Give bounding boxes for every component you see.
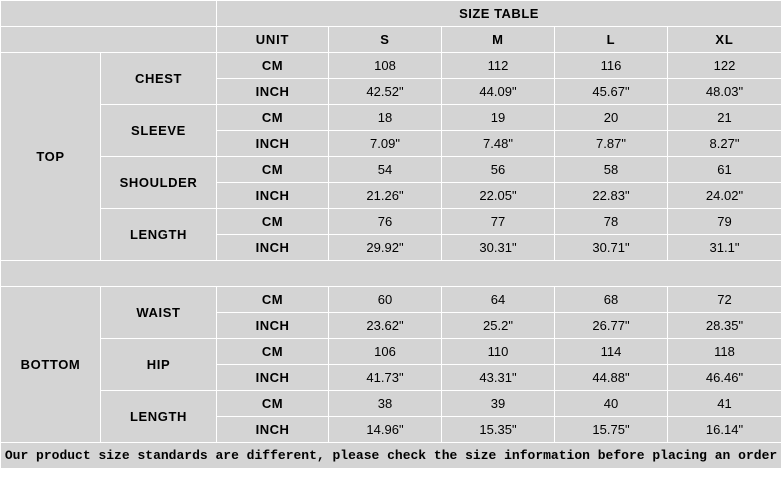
unit-cm: CM bbox=[217, 105, 329, 131]
cell-value: 39 bbox=[442, 391, 555, 417]
cell-value: 76 bbox=[329, 209, 442, 235]
measurement-label-length-bottom: LENGTH bbox=[101, 391, 217, 443]
cell-value: 14.96" bbox=[329, 417, 442, 443]
header-row bbox=[1, 27, 781, 53]
measurement-label-waist: WAIST bbox=[101, 287, 217, 339]
footer-note: Our product size standards are different, please check the size information before placing an order bbox=[1, 443, 781, 469]
cell-value: 26.77" bbox=[555, 313, 668, 339]
cell-value: 25.2" bbox=[442, 313, 555, 339]
cell-value: 116 bbox=[555, 53, 668, 79]
cell-value: 44.09" bbox=[442, 79, 555, 105]
cell-value: 21 bbox=[668, 105, 781, 131]
measurement-label-shoulder: SHOULDER bbox=[101, 157, 217, 209]
cell-value: 106 bbox=[329, 339, 442, 365]
table-row bbox=[1, 339, 781, 365]
header-size-xl: XL bbox=[668, 27, 781, 53]
header-size-l: L bbox=[555, 27, 668, 53]
table-row bbox=[1, 53, 781, 79]
measurement-label-sleeve: SLEEVE bbox=[101, 105, 217, 157]
cell-value: 31.1" bbox=[668, 235, 781, 261]
cell-value: 61 bbox=[668, 157, 781, 183]
header-size-s: S bbox=[329, 27, 442, 53]
cell-value: 110 bbox=[442, 339, 555, 365]
measurement-label-chest: CHEST bbox=[101, 53, 217, 105]
cell-value: 60 bbox=[329, 287, 442, 313]
header-left-blank bbox=[1, 27, 217, 53]
cell-value: 46.46" bbox=[668, 365, 781, 391]
cell-value: 24.02" bbox=[668, 183, 781, 209]
unit-cm: CM bbox=[217, 287, 329, 313]
unit-inch: INCH bbox=[217, 313, 329, 339]
table-row bbox=[1, 105, 781, 131]
unit-inch: INCH bbox=[217, 365, 329, 391]
unit-cm: CM bbox=[217, 53, 329, 79]
table-row bbox=[1, 209, 781, 235]
group-label-bottom: BOTTOM bbox=[1, 287, 101, 443]
cell-value: 68 bbox=[555, 287, 668, 313]
cell-value: 22.83" bbox=[555, 183, 668, 209]
cell-value: 28.35" bbox=[668, 313, 781, 339]
unit-inch: INCH bbox=[217, 235, 329, 261]
measurement-label-hip: HIP bbox=[101, 339, 217, 391]
cell-value: 22.05" bbox=[442, 183, 555, 209]
cell-value: 78 bbox=[555, 209, 668, 235]
cell-value: 112 bbox=[442, 53, 555, 79]
cell-value: 72 bbox=[668, 287, 781, 313]
group-label-top: TOP bbox=[1, 53, 101, 261]
cell-value: 30.31" bbox=[442, 235, 555, 261]
cell-value: 7.87" bbox=[555, 131, 668, 157]
header-size-m: M bbox=[442, 27, 555, 53]
table-row bbox=[1, 391, 781, 417]
cell-value: 30.71" bbox=[555, 235, 668, 261]
cell-value: 38 bbox=[329, 391, 442, 417]
title-left-blank bbox=[1, 1, 217, 27]
cell-value: 18 bbox=[329, 105, 442, 131]
table-row bbox=[1, 287, 781, 313]
cell-value: 54 bbox=[329, 157, 442, 183]
table-row bbox=[1, 157, 781, 183]
cell-value: 15.35" bbox=[442, 417, 555, 443]
cell-value: 79 bbox=[668, 209, 781, 235]
header-unit: UNIT bbox=[217, 27, 329, 53]
unit-cm: CM bbox=[217, 391, 329, 417]
cell-value: 48.03" bbox=[668, 79, 781, 105]
unit-inch: INCH bbox=[217, 79, 329, 105]
cell-value: 8.27" bbox=[668, 131, 781, 157]
cell-value: 77 bbox=[442, 209, 555, 235]
cell-value: 23.62" bbox=[329, 313, 442, 339]
cell-value: 40 bbox=[555, 391, 668, 417]
title-row bbox=[1, 1, 781, 27]
cell-value: 56 bbox=[442, 157, 555, 183]
cell-value: 43.31" bbox=[442, 365, 555, 391]
page-title: SIZE TABLE bbox=[217, 1, 781, 27]
cell-value: 20 bbox=[555, 105, 668, 131]
cell-value: 108 bbox=[329, 53, 442, 79]
cell-value: 64 bbox=[442, 287, 555, 313]
unit-inch: INCH bbox=[217, 417, 329, 443]
cell-value: 44.88" bbox=[555, 365, 668, 391]
unit-cm: CM bbox=[217, 157, 329, 183]
unit-cm: CM bbox=[217, 339, 329, 365]
cell-value: 114 bbox=[555, 339, 668, 365]
cell-value: 45.67" bbox=[555, 79, 668, 105]
measurement-label-length-top: LENGTH bbox=[101, 209, 217, 261]
cell-value: 16.14" bbox=[668, 417, 781, 443]
cell-value: 41.73" bbox=[329, 365, 442, 391]
spacer bbox=[1, 261, 781, 287]
footer-row bbox=[1, 443, 781, 469]
section-spacer bbox=[1, 261, 781, 287]
cell-value: 21.26" bbox=[329, 183, 442, 209]
cell-value: 41 bbox=[668, 391, 781, 417]
cell-value: 15.75" bbox=[555, 417, 668, 443]
cell-value: 42.52" bbox=[329, 79, 442, 105]
cell-value: 29.92" bbox=[329, 235, 442, 261]
unit-inch: INCH bbox=[217, 131, 329, 157]
unit-inch: INCH bbox=[217, 183, 329, 209]
cell-value: 58 bbox=[555, 157, 668, 183]
cell-value: 118 bbox=[668, 339, 781, 365]
cell-value: 7.09" bbox=[329, 131, 442, 157]
cell-value: 19 bbox=[442, 105, 555, 131]
cell-value: 7.48" bbox=[442, 131, 555, 157]
unit-cm: CM bbox=[217, 209, 329, 235]
cell-value: 122 bbox=[668, 53, 781, 79]
